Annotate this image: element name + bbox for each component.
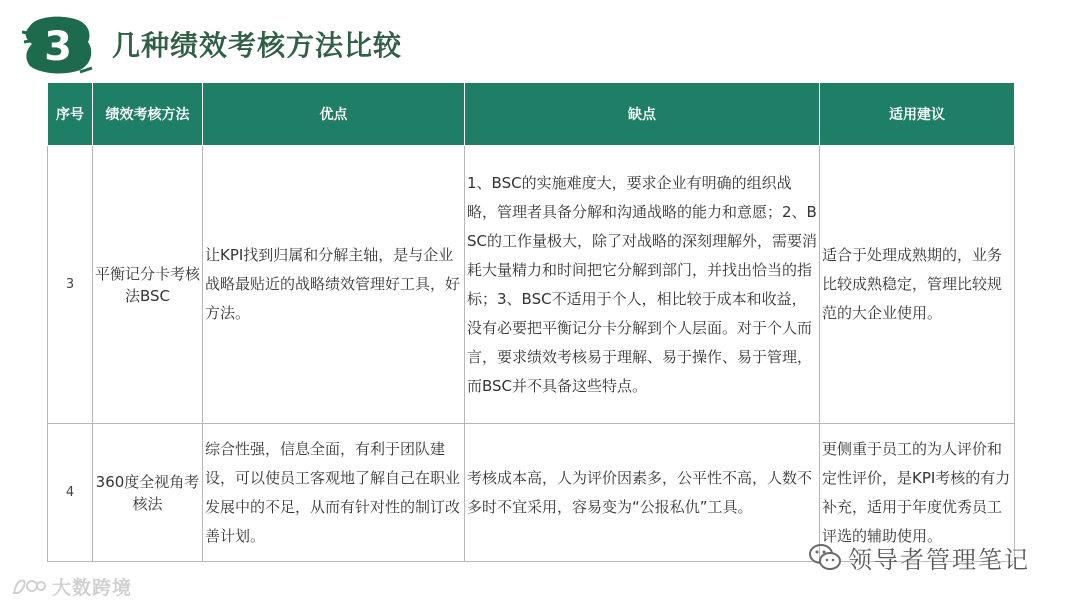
watermark-text: 领导者管理笔记: [848, 545, 1030, 574]
page-title: 几种绩效考核方法比较: [112, 29, 403, 62]
brush-badge-icon: [22, 12, 94, 76]
watermark: [808, 536, 1030, 578]
header-pros: 优点: [203, 83, 465, 146]
table-header-row: [48, 83, 1015, 146]
header-cons: 缺点: [465, 83, 820, 146]
cell-no: 4: [48, 424, 93, 562]
cell-pros: 让KPI找到归属和分解主轴，是与企业战略最贴近的战略绩效管理好工具，好方法。: [203, 146, 465, 424]
logo-text: 大数跨境: [52, 576, 133, 599]
cell-no: 3: [48, 146, 93, 424]
cell-pros: 综合性强，信息全面，有利于团队建设，可以使员工客观地了解自己在职业发展中的不足，从而有针对性的制订改善计划。: [203, 424, 465, 562]
cell-cons: 1、BSC的实施难度大，要求企业有明确的组织战略，管理者具备分解和沟通战略的能力和意愿；2、BSC的工作量极大，除了对战略的深刻理解外，需要消耗大量精力和时间把它分解到部门，并找出恰当的指标；3、BSC不适用于个人，相比较于成本和收益，没有必要把平衡记分卡分解到个人层面。对于个人而言，要求绩效考核易于理解、易于操作、易于管理，而BSC并不具备这些特点。: [465, 146, 820, 424]
footer-logo: [10, 572, 132, 600]
table-row: [48, 146, 1015, 424]
cell-method: 平衡记分卡考核法BSC: [93, 146, 203, 424]
cell-advice: 更侧重于员工的为人评价和定性评价，是KPI考核的有力补充，适用于年度优秀员工评选的辅助使用。: [820, 424, 1015, 562]
title-bar: [22, 8, 622, 80]
header-method: 绩效考核方法: [93, 83, 203, 146]
section-number: 3: [44, 24, 72, 70]
cell-cons: 考核成本高，人为评价因素多，公平性不高，人数不多时不宜采用，容易变为“公报私仇”工具。: [465, 424, 820, 562]
header-no: 序号: [48, 83, 93, 146]
section-number-badge: [22, 12, 94, 76]
logo-mark-icon: [10, 575, 46, 597]
cell-advice: 适合于处理成熟期的，业务比较成熟稳定，管理比较规范的大企业使用。: [820, 146, 1015, 424]
wechat-icon: [808, 542, 842, 572]
cell-method: 360度全视角考核法: [93, 424, 203, 562]
comparison-table: [47, 82, 1015, 562]
header-advice: 适用建议: [820, 83, 1015, 146]
